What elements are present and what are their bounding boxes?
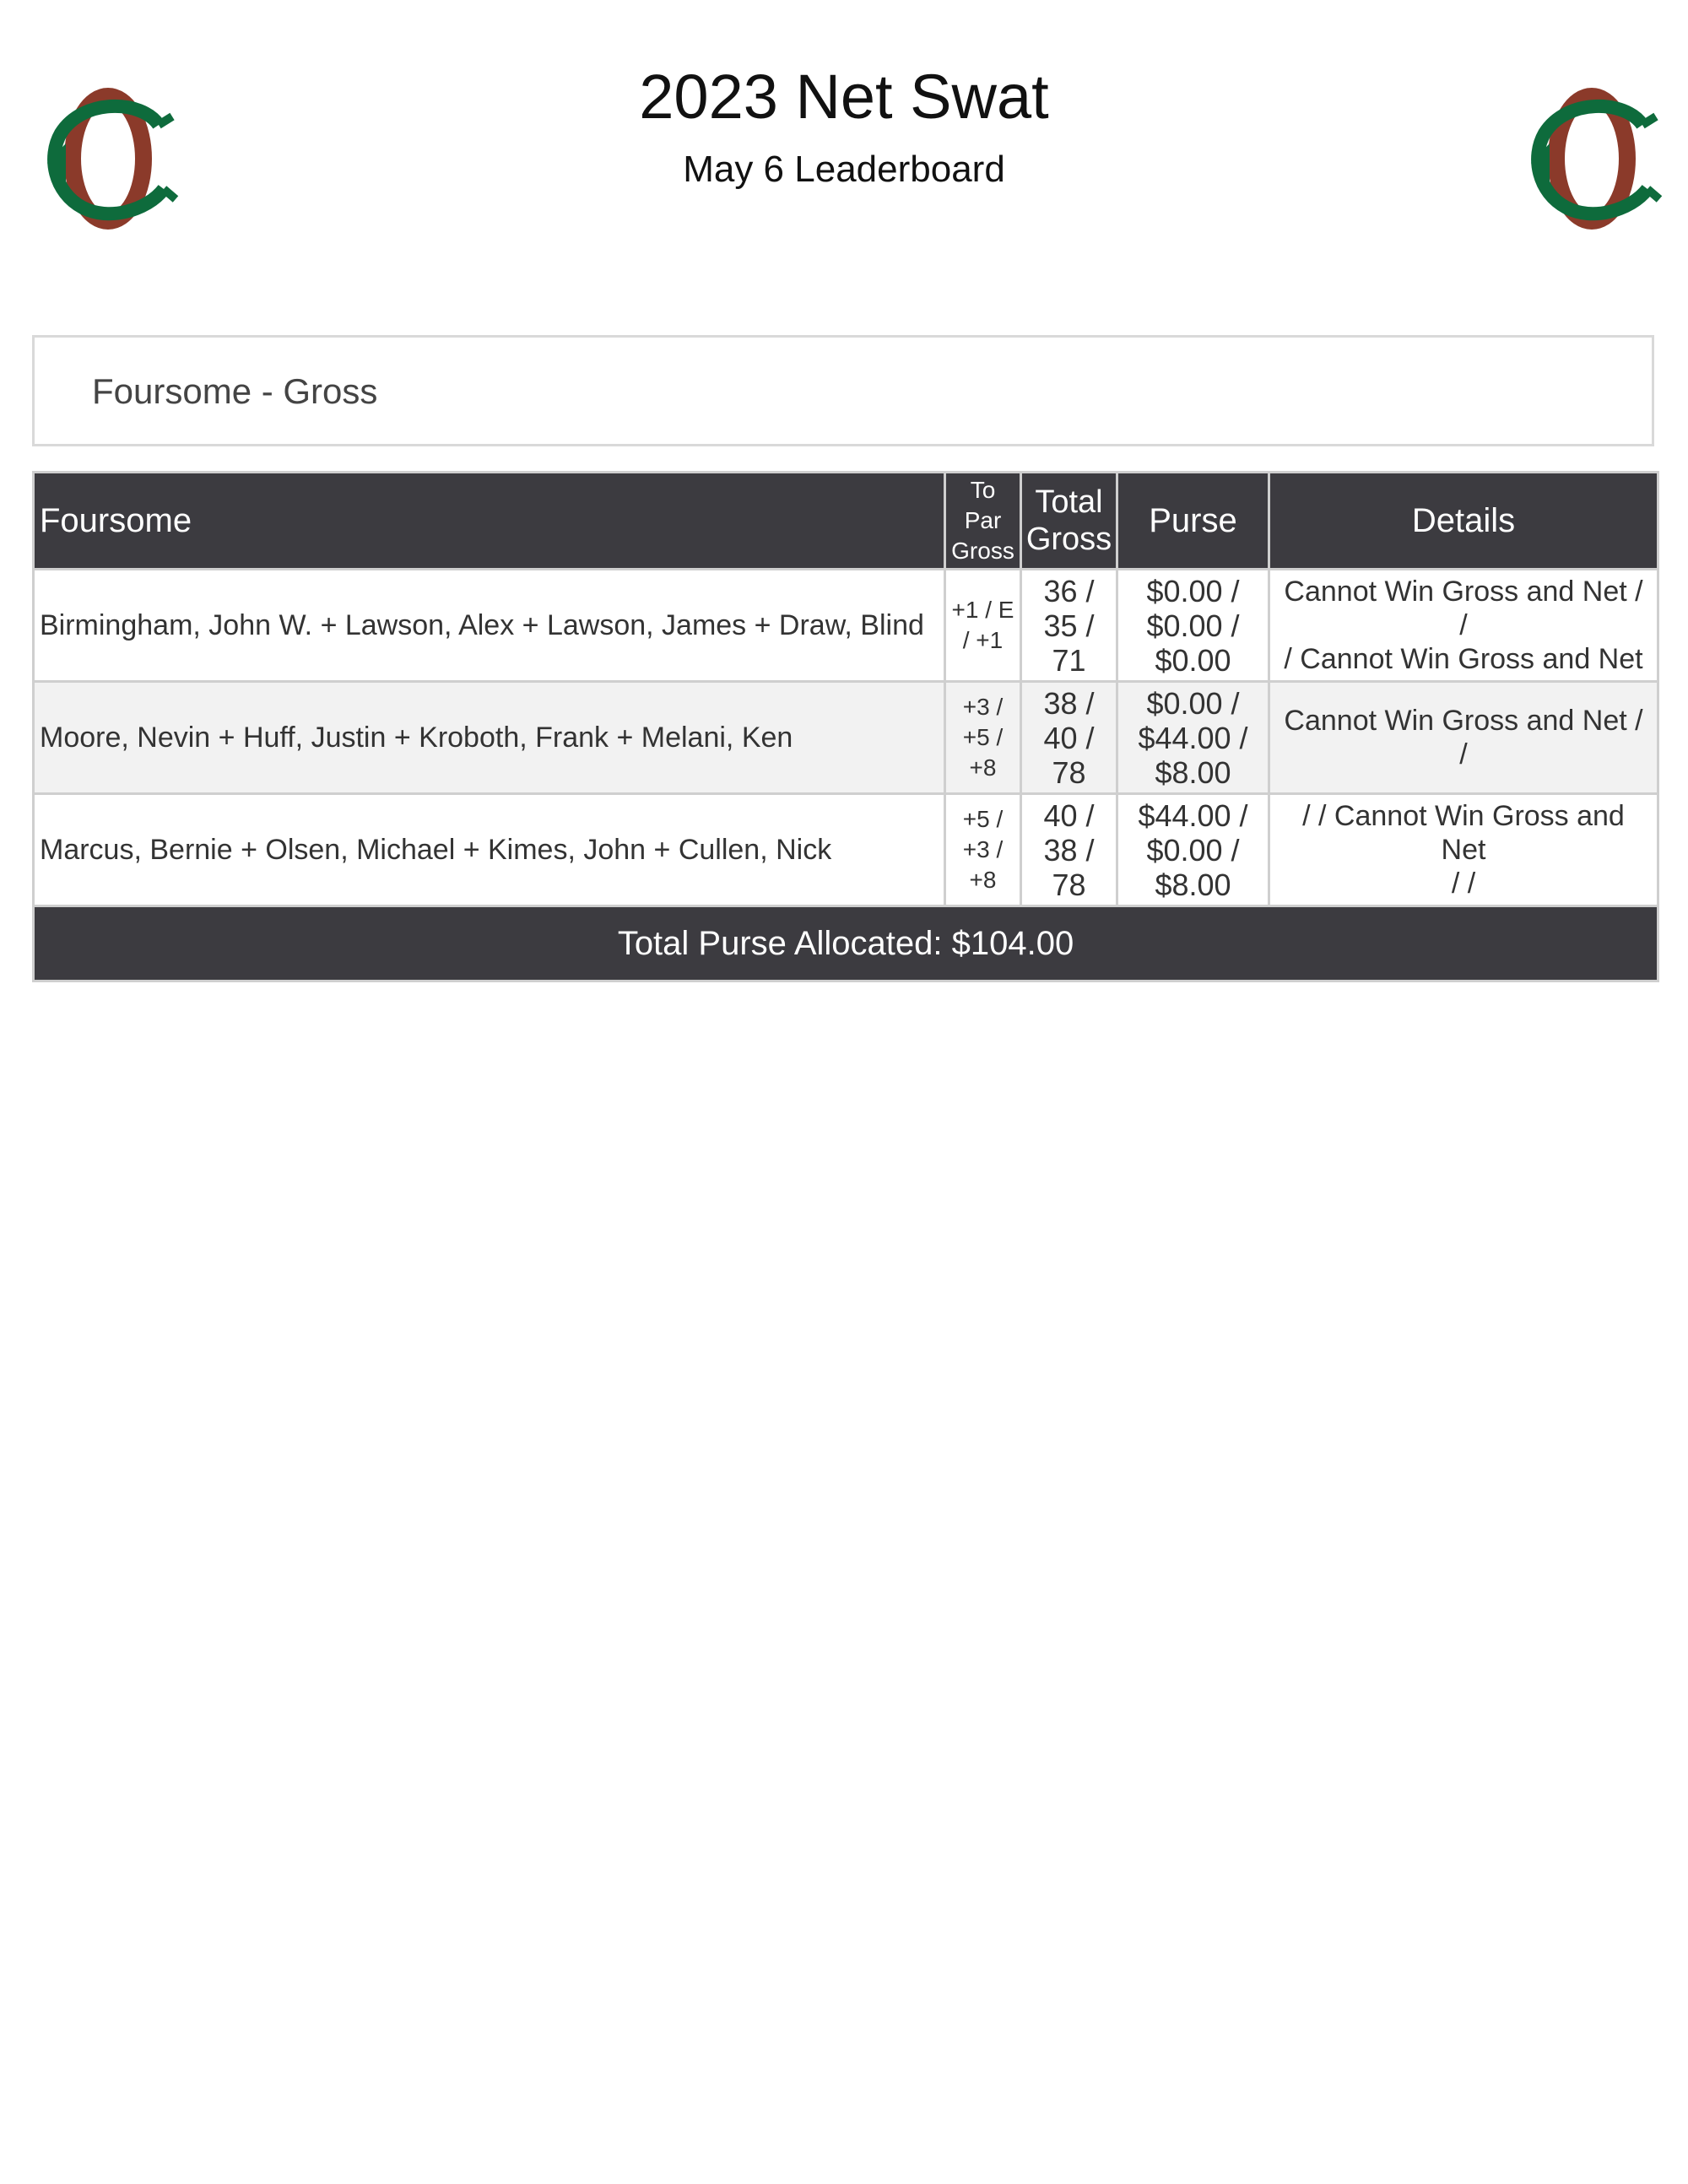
foursome-cell: Moore, Nevin + Huff, Justin + Kroboth, Frank + Melani, Ken [34,682,945,794]
table-header-row [34,473,1658,570]
foursome-cell: Birmingham, John W. + Lawson, Alex + Lawson, James + Draw, Blind [34,570,945,682]
leaderboard-table [32,471,1659,982]
col-header-details: Details [1269,473,1658,570]
details-cell: Cannot Win Gross and Net / / [1269,682,1658,794]
to-par-cell: +1 / E / +1 [945,570,1021,682]
to-par-cell: +3 / +5 / +8 [945,682,1021,794]
table-row [34,682,1658,794]
total-purse-allocated: Total Purse Allocated: $104.00 [34,906,1658,981]
table-footer-row [34,906,1658,981]
total-gross-cell: 36 / 35 / 71 [1021,570,1117,682]
purse-cell: $44.00 / $0.00 / $8.00 [1117,794,1269,906]
total-gross-cell: 40 / 38 / 78 [1021,794,1117,906]
col-header-total-gross: Total Gross [1021,473,1117,570]
col-header-purse: Purse [1117,473,1269,570]
table-row [34,794,1658,906]
section-title: Foursome - Gross [92,371,378,411]
to-par-cell: +5 / +3 / +8 [945,794,1021,906]
purse-cell: $0.00 / $0.00 / $0.00 [1117,570,1269,682]
details-cell: Cannot Win Gross and Net / / / Cannot Win Gross and Net [1269,570,1658,682]
section-header [32,335,1654,446]
col-header-to-par-gross: To Par Gross [945,473,1021,570]
total-gross-cell: 38 / 40 / 78 [1021,682,1117,794]
page-title: 2023 Net Swat [639,62,1049,132]
foursome-cell: Marcus, Bernie + Olsen, Michael + Kimes, John + Cullen, Nick [34,794,945,906]
purse-cell: $0.00 / $44.00 / $8.00 [1117,682,1269,794]
table-row [34,570,1658,682]
page-subtitle: May 6 Leaderboard [683,149,1005,190]
details-cell: / / Cannot Win Gross and Net / / [1269,794,1658,906]
col-header-foursome: Foursome [34,473,945,570]
